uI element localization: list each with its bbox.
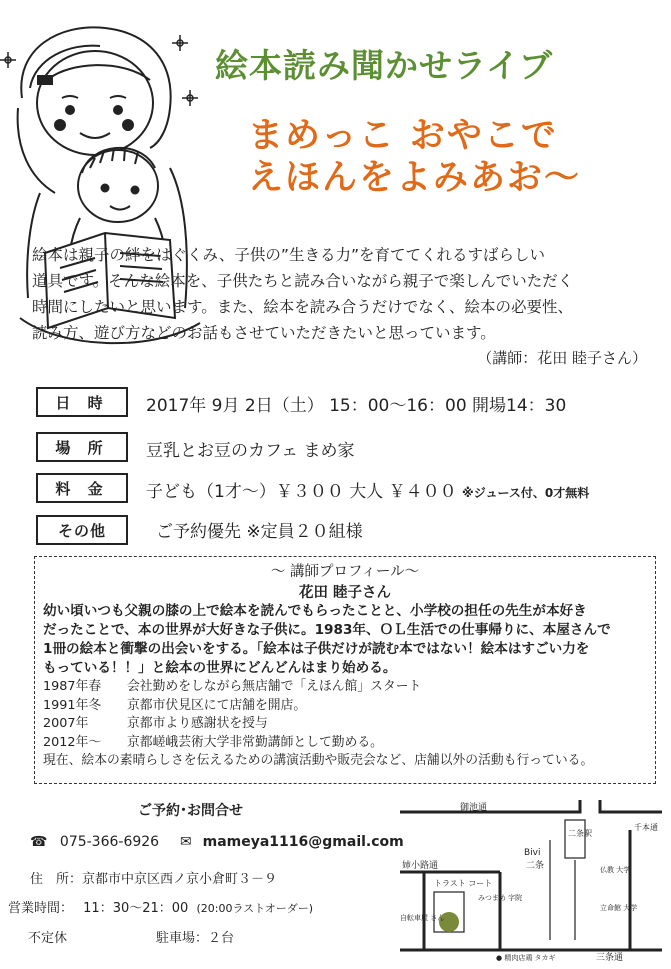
map-ritsumei: 立命館 大学 — [600, 904, 638, 912]
history-text: 京都嵯峨芸術大学非常勤講師として勤める。 — [127, 734, 383, 750]
intro-line: 読み方、遊び方などのお話もさせていただきたいと思っています。 — [32, 324, 496, 342]
history-item — [35, 697, 655, 716]
map-senbon: 千本通 — [634, 823, 658, 832]
intro-line: 絵本は親子の絆をはぐくみ、子供の”生きる力”を育ててくれるすばらしい — [32, 246, 545, 264]
map-bike-shop: 自転車屋 さん — [400, 914, 445, 922]
phone-icon: ☎ — [30, 834, 48, 850]
fee-note: ※ジュース付、0才無料 — [462, 486, 590, 500]
history-item — [35, 715, 655, 734]
history-year: 2007年 — [43, 716, 89, 732]
history-year: 1991年冬 — [43, 697, 102, 713]
hours-note: (20:00ラストオーダー) — [196, 902, 314, 915]
map-nijo-station: 二条駅 — [568, 829, 592, 838]
lecturer-profile-box — [34, 556, 656, 784]
datetime-value: 2017年 9月 2日（土） 15：00～16：00 開場14：30 — [146, 396, 567, 416]
address-label: 住 所： — [30, 872, 83, 887]
intro-text — [32, 242, 660, 346]
phone-row — [30, 834, 159, 850]
event-title: 絵本読み聞かせライブ — [215, 46, 554, 85]
parking-info: 駐車場：２台 — [156, 931, 235, 946]
map-street-left: 姉小路通 — [402, 861, 439, 871]
email-address[interactable]: mameya1116@gmail.com — [202, 834, 404, 850]
place-value: 豆乳とお豆のカフェ まめ家 — [146, 441, 355, 461]
intro-line: 時間にしたいと思います。また、絵本を読み合うだけでなく、絵本の必要性、 — [32, 298, 573, 316]
access-map — [400, 800, 662, 962]
history-text: 会社勤めをしながら無店舗で「えほん館」スタート — [127, 679, 422, 694]
hours-label: 営業時間： — [8, 901, 74, 916]
subtitle-line-1: まめっこ おやこで — [248, 116, 558, 156]
history-item — [35, 678, 655, 697]
profile-name: 花田 睦子さん — [298, 585, 392, 601]
address-value: 京都市中京区西ノ京小倉町３－９ — [82, 872, 278, 887]
history-item — [35, 734, 655, 753]
intro-line: 道具です。そんな絵本を、子供たちと読み合いながら親子で楽しんでいただく — [32, 272, 574, 290]
profile-closing: 現在、絵本の素晴らしさを伝えるための講演活動や販売会など、店舗以外の活動も行っている。 — [43, 753, 594, 769]
fee-value — [146, 477, 589, 502]
profile-title: ～ 講師プロフィール～ — [270, 564, 420, 580]
address-row — [30, 868, 277, 887]
fee-label: 料 金 — [36, 473, 128, 503]
closed-days: 不定休 — [28, 931, 68, 946]
map-mitsumame: みつまめ 字院 — [478, 894, 523, 902]
place-label: 場 所 — [36, 432, 128, 462]
history-text: 京都市より感謝状を授与 — [127, 716, 268, 732]
other-value: ご予約優先 ※定員２０組様 — [156, 522, 363, 542]
phone-number[interactable]: 075-366-6926 — [59, 834, 160, 850]
map-trust-court: トラスト コート — [434, 879, 493, 888]
email-row — [180, 834, 404, 850]
profile-bio-line: だったことで、本の世界が大好きな子供に。1983年、ＯＬ生活での仕事帰りに、本屋さんで — [43, 622, 611, 638]
map-street-bottom: 三条通 — [596, 953, 624, 962]
map-nijo: 二条 — [526, 861, 545, 871]
profile-bio-line: 幼い頃いつも父親の膝の上で絵本を読んでもらったことと、小学校の担任の先生が本好き — [43, 603, 587, 619]
subtitle-line-2: えほんをよみあお～ — [248, 158, 582, 198]
history-year: 2012年～ — [43, 734, 102, 750]
profile-bio-line: もっている！！」と絵本の世界にどんどんはまり始める。 — [43, 660, 397, 676]
lecturer-credit: （講師：花田 睦子さん） — [477, 349, 647, 367]
fee-text: 子ども（1才～）￥３００ 大人 ￥４００ — [146, 482, 463, 502]
map-bivi: Bivi — [524, 848, 541, 858]
map-street-top: 御池通 — [460, 803, 488, 813]
datetime-label: 日 時 — [36, 387, 128, 417]
other-label: その他 — [36, 515, 128, 545]
map-bukkyo: 仏教 大学 — [600, 866, 631, 874]
hours-row — [8, 897, 313, 916]
history-year: 1987年春 — [43, 679, 102, 694]
hours-value: 11：30～21：00 — [83, 901, 189, 916]
map-bottom-shop: ● 精肉店鶏 タカギ — [496, 954, 556, 962]
history-text: 京都市伏見区にて店舗を開店。 — [127, 697, 307, 713]
contact-heading: ご予約･お問合せ — [138, 803, 243, 819]
profile-bio-line: 1冊の絵本と衝撃の出会いをする。「絵本は子供だけが読む本ではない！絵本はすごい力を — [43, 641, 590, 657]
mail-icon: ✉ — [180, 834, 192, 850]
